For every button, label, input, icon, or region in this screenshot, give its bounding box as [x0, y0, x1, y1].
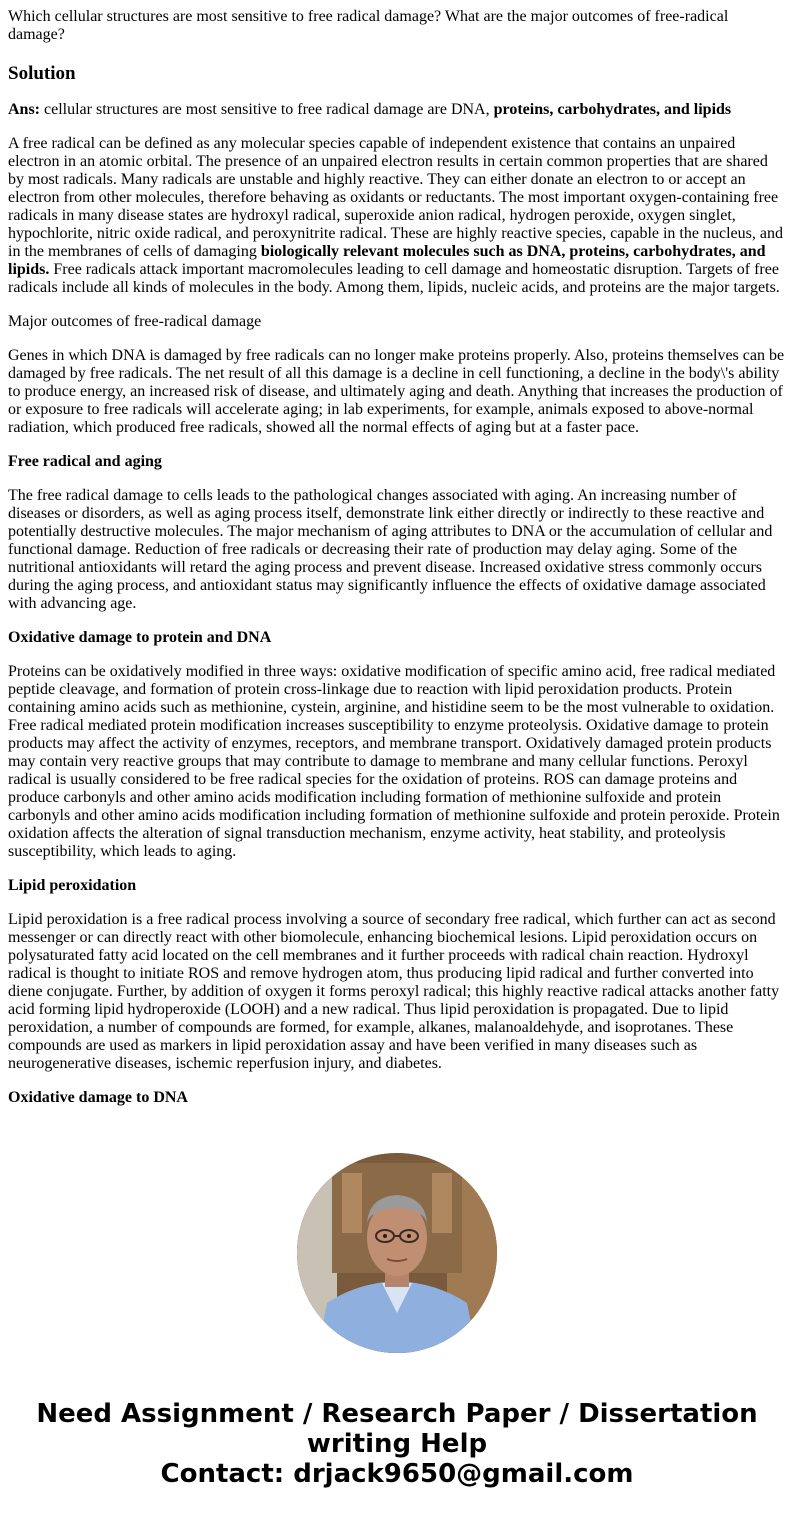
protein-dna-heading [8, 629, 786, 647]
answer-label: Ans: [8, 101, 41, 118]
dna-heading [8, 1089, 786, 1107]
major-outcomes-heading: Major outcomes of free-radical damage [8, 313, 262, 330]
footer-line-help: Need Assignment / Research Paper / Dissertation writing Help [36, 1399, 758, 1459]
author-portrait-icon [297, 1153, 497, 1353]
solution-heading: Solution [8, 63, 76, 84]
lipid-heading [8, 877, 786, 895]
protein-dna-paragraph: Proteins can be oxidatively modified in three ways: oxidative modification of specific amino acid, free radical mediated peptide cleavage, and formation of protein cross-linkage due to reaction with lipid peroxidation products. Protein containing amino acids such as methionine, cystein, arginine, and histidine seem to be the most vulnerable to oxidation. Free radical mediated protein modification increases susceptibility to enzyme proteolysis. Oxidative damage to protein products may affect the activity of enzymes, receptors, and membrane transport. Oxidatively damaged protein products may contain very reactive groups that may contribute to damage to membrane and many cellular functions. Peroxyl radical is usually considered to be free radical species for the oxidation of proteins. ROS can damage proteins and produce carbonyls and other amino acids modification including formation of methionine sulfoxide and protein carbonyls and other amino acids modification including formation of methionine sulfoxide and protein peroxide. Protein oxidation affects the alteration of signal transduction mechanism, enzyme activity, heat stability, and proteolysis susceptibility, which leads to aging. [8, 663, 780, 860]
avatar-container [8, 1153, 786, 1353]
aging-paragraph: The free radical damage to cells leads to the pathological changes associated with aging. An increasing number of diseases or disorders, as well as aging process itself, demonstrate link either directly or indirectly to these reactive and potentially destructive molecules. The major mechanism of aging attributes to DNA or the accumulation of cellular and functional damage. Reduction of free radicals or decreasing their rate of production may delay aging. Some of the nutritional antioxidants will retard the aging process and prevent disease. Increased oxidative stress commonly occurs during the aging process, and antioxidant status may significantly influence the effects of oxidative damage associated with advancing age. [8, 487, 773, 612]
free-radical-definition-paragraph [8, 135, 786, 297]
footer-line-contact: Contact: drjack9650@gmail.com [160, 1459, 634, 1489]
lipid-paragraph: Lipid peroxidation is a free radical process involving a source of secondary free radical, which further can act as second messenger or can directly react with other biomolecule, enhancing biochemical lesions. Lipid peroxidation occurs on polysaturated fatty acid located on the cell membranes and it further proceeds with radical chain reaction. Hydroxyl radical is thought to initiate ROS and remove hydrogen atom, thus producing lipid radical and further converted into diene conjugate. Further, by addition of oxygen it forms peroxyl radical; this highly reactive radical attacks another fatty acid forming lipid hydroperoxide (LOOH) and a new radical. Thus lipid peroxidation is propagated. Due to lipid peroxidation, a number of compounds are formed, for example, alkanes, malanoaldehyde, and isoprotanes. These compounds are used as markers in lipid peroxidation assay and have been verified in many diseases such as neurogenerative diseases, ischemic reperfusion injury, and diabetes. [8, 911, 780, 1072]
footer-promo [8, 1399, 786, 1513]
para1-bold: biologically relevant molecules such as DNA, proteins, carbohydrates, and lipids. [8, 243, 766, 278]
answer-bold-tail: proteins, carbohydrates, and lipids [493, 101, 732, 118]
answer-text: cellular structures are most sensitive to free radical damage are DNA, [40, 101, 494, 118]
answer-paragraph [8, 101, 786, 119]
lipid-heading-text: Lipid peroxidation [8, 877, 137, 894]
question-text: Which cellular structures are most sensitive to free radical damage? What are the major outcomes of free-radical damage? [8, 8, 729, 43]
aging-heading [8, 453, 786, 471]
dna-heading-text: Oxidative damage to DNA [8, 1089, 188, 1106]
author-avatar [297, 1153, 497, 1353]
major-outcomes-paragraph: Genes in which DNA is damaged by free radicals can no longer make proteins properly. Also, proteins themselves can be damaged by free radicals. The net result of all this damage is a decline in cell functioning, a decline in the body\'s ability to produce energy, an increased risk of disease, and ultimately aging and death. Anything that increases the production of or exposure to free radicals will accelerate aging; in lab experiments, for example, animals exposed to above-normal radiation, which produced free radicals, showed all the normal effects of aging but at a faster pace. [8, 347, 785, 436]
aging-heading-text: Free radical and aging [8, 453, 162, 470]
para1-text-b: Free radicals attack important macromolecules leading to cell damage and homeostatic disruption. Targets of free radicals include all kinds of molecules in the body. Among them, lipids, nucleic acids, and proteins are the major targets. [8, 261, 780, 296]
para1-text-a: A free radical can be defined as any molecular species capable of independent existence that contains an unpaired electron in an atomic orbital. The presence of an unpaired electron results in certain common properties that are shared by most radicals. Many radicals are unstable and highly reactive. They can either donate an electron to or accept an electron from other molecules, therefore behaving as oxidants or reductants. The most important oxygen-containing free radicals in many disease states are hydroxyl radical, superoxide anion radical, hydrogen peroxide, oxygen singlet, hypochlorite, nitric oxide radical, and peroxynitrite radical. These are highly reactive species, capable in the nucleus, and in the membranes of cells of damaging [8, 135, 783, 260]
protein-dna-heading-text: Oxidative damage to protein and DNA [8, 629, 272, 646]
